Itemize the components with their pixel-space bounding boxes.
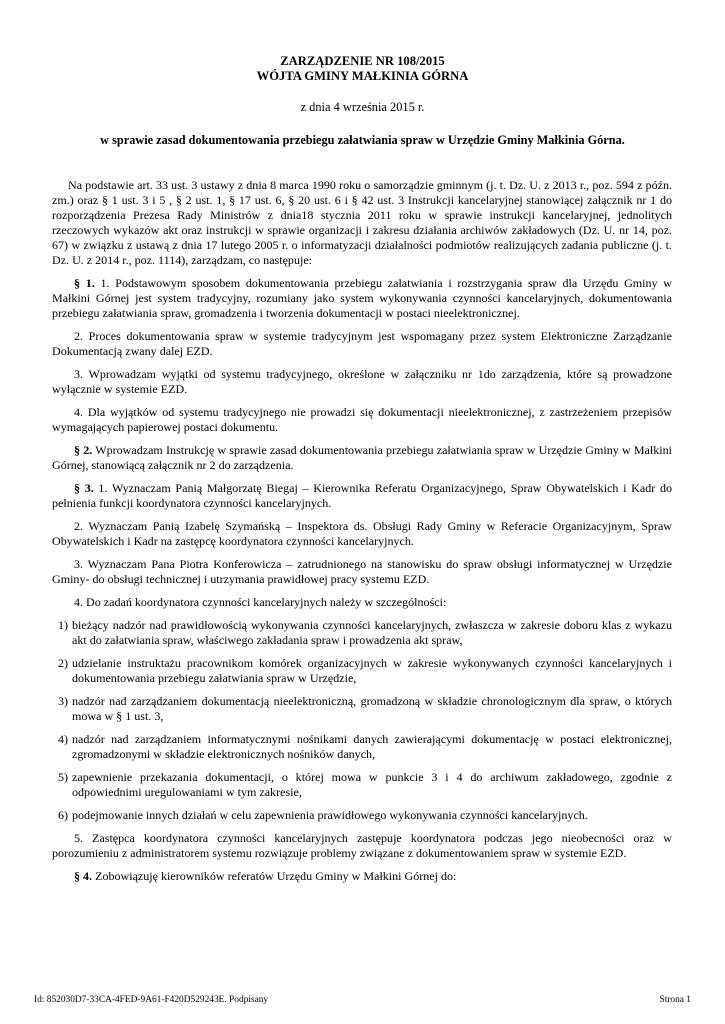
list-item-number: 3)	[58, 694, 69, 708]
section-3-text-1: 1. Wyznaczam Panią Małgorzatę Biegaj – Kierownika Referatu Organizacyjnego, Spraw Obywatelskich i Kadr do pełnienia funkcji koordynatora czynności kancelaryjnych.	[52, 481, 672, 510]
section-2-text: Wprowadzam Instrukcję w sprawie zasad dokumentowania przebiegu załatwiania spraw w Urzędzie Gminy w Małkini Górnej, stanowiącą załącznik nr 2 do zarządzenia.	[52, 443, 672, 472]
document-subject: w sprawie zasad dokumentowania przebiegu załatwiania spraw w Urzędzie Gminy Małkinia Górna.	[100, 133, 625, 147]
section-4-text: Zobowiązuję kierowników referatów Urzędu Gminy w Małkini Górnej do:	[92, 869, 457, 883]
document-date: z dnia 4 września 2015 r.	[300, 100, 425, 114]
section-3-paragraph-1	[52, 481, 672, 511]
section-1-mark: § 1.	[74, 276, 95, 290]
list-item-text: bieżący nadzór nad prawidłowością wykonywania czynności kancelaryjnych, zwłaszcza w zakresie doboru klas z wykazu akt do załatwiania spraw, właściwego zakładania spraw i prowadzenia akt spraw,	[72, 618, 672, 647]
list-item	[52, 656, 672, 686]
list-item-number: 1)	[58, 618, 69, 632]
list-item	[52, 808, 672, 823]
document-id: Id: 852030D7-33CA-4FED-9A61-F420D529243E. Podpisany	[34, 995, 269, 1005]
list-item-text: podejmowanie innych działań w celu zapewnienia prawidłowego wykonywania czynności kancelaryjnych.	[72, 808, 588, 822]
section-4-paragraph	[52, 869, 672, 884]
list-item-text: nadzór nad zarządzaniem informatycznymi nośnikami danych zawierającymi dokumentację w postaci elektronicznej, zgromadzonymi w składzie elektronicznych nośników danych,	[72, 732, 672, 761]
list-item-number: 6)	[58, 808, 69, 822]
section-1-text-1: 1. Podstawowym sposobem dokumentowania przebiegu załatwiania i rozstrzygania spraw dla Urzędu Gminy w Małkini Górnej jest system tradycyjny, rozumiany jako system wykonywania czynności kancelaryjnych, dokumentowania przebiegu załatwiania spraw, gromadzenia i tworzenia dokumentacji w postaci nieelektronicznej.	[52, 276, 672, 320]
section-1-paragraph-4: 4. Dla wyjątków od systemu tradycyjnego nie prowadzi się dokumentacji nieelektronicznej, z zastrzeżeniem przepisów wymagających papierowej postaci dokumentu.	[52, 405, 672, 434]
section-3-paragraph-5: 5. Zastępca koordynatora czynności kancelaryjnych zastępuje koordynatora podczas jego nieobecności oraz w porozumieniu z administratorem systemu rozwiązuje problemy związane z dokumentowaniem spraw w systemie EZD.	[52, 831, 672, 860]
section-3-paragraph-3: 3. Wyznaczam Pana Piotra Konferowicza – zatrudnionego na stanowisku do spraw obsługi informatycznej w Urzędzie Gminy- do obsługi technicznej i utrzymania prawidłowej pracy systemu EZD.	[52, 557, 672, 586]
list-item-number: 5)	[58, 770, 69, 784]
document-title: ZARZĄDZENIE NR 108/2015	[280, 54, 445, 68]
section-2-paragraph	[52, 443, 672, 473]
list-item-text: udzielanie instruktażu pracownikom komórek organizacyjnych w zakresie wykonywanych czynności kancelaryjnych i dokumentowania przebiegu załatwiania spraw w Urzędzie,	[72, 656, 672, 685]
section-1-paragraph-3: 3. Wprowadzam wyjątki od systemu tradycyjnego, określone w załączniku nr 1do zarządzenia, które są prowadzone wyłącznie w systemie EZD.	[52, 367, 672, 396]
section-3-paragraph-4: 4. Do zadań koordynatora czynności kancelaryjnych należy w szczególności:	[74, 595, 447, 609]
section-3-paragraph-2: 2. Wyznaczam Panią Izabelę Szymańską – Inspektora ds. Obsługi Rady Gminy w Referacie Organizacyjnym, Spraw Obywatelskich i Kadr na zastępcę koordynatora czynności kancelaryjnych.	[52, 519, 672, 548]
section-1-paragraph-2: 2. Proces dokumentowania spraw w systemie tradycyjnym jest wspomagany przez system Elektroniczne Zarządzanie Dokumentacją zwany dalej EZD.	[52, 329, 672, 358]
document-body	[52, 178, 672, 892]
section-4-mark: § 4.	[74, 869, 93, 883]
list-item	[52, 618, 672, 648]
list-item-text: zapewnienie przekazania dokumentacji, o której mowa w punkcie 3 i 4 do archiwum zakładowego, zgodnie z odpowiednimi uregulowaniami w tym zakresie,	[72, 770, 672, 799]
section-2-mark: § 2.	[74, 443, 93, 457]
list-item	[52, 732, 672, 762]
section-3-mark: § 3.	[74, 481, 94, 495]
list-item-text: nadzór nad zarządzaniem dokumentacją nieelektroniczną, gromadzoną w składzie chronologicznym dla spraw, o których mowa w § 1 ust. 3,	[72, 694, 672, 723]
document-issuer: WÓJTA GMINY MAŁKINIA GÓRNA	[256, 69, 469, 83]
legal-basis-paragraph: Na podstawie art. 33 ust. 3 ustawy z dnia 8 marca 1990 roku o samorządzie gminnym (j. t. Dz. U. z 2013 r., poz. 594 z późn. zm.) oraz § 1 ust. 3 i 5 , § 2 ust. 1, § 17 ust. 6, § 20 ust. 6 i § 42 ust. 3 Instrukcji kancelaryjnej stanowiącej załącznik nr 1 do rozporządzenia Prezesa Rady Ministrów z dnia18 stycznia 2011 roku w sprawie instrukcji kancelaryjnej, jednolitych rzeczowych wykazów akt oraz instrukcji w sprawie organizacji i zakresu działania archiwów zakładowych (Dz. U. nr 14, poz. 67) w związku z ustawą z dnia 17 lutego 2005 r. o informatyzacji działalności podmiotów realizujących zadania publiczne (j. t. Dz. U. z 2014 r., poz. 1114), zarządzam, co następuje:	[52, 178, 672, 267]
list-item	[52, 770, 672, 800]
list-item	[52, 694, 672, 724]
list-item-number: 4)	[58, 732, 69, 746]
page-number: Strona 1	[659, 995, 691, 1005]
coordinator-duties-list	[52, 618, 672, 823]
section-1-paragraph-1	[52, 276, 672, 321]
list-item-number: 2)	[58, 656, 69, 670]
